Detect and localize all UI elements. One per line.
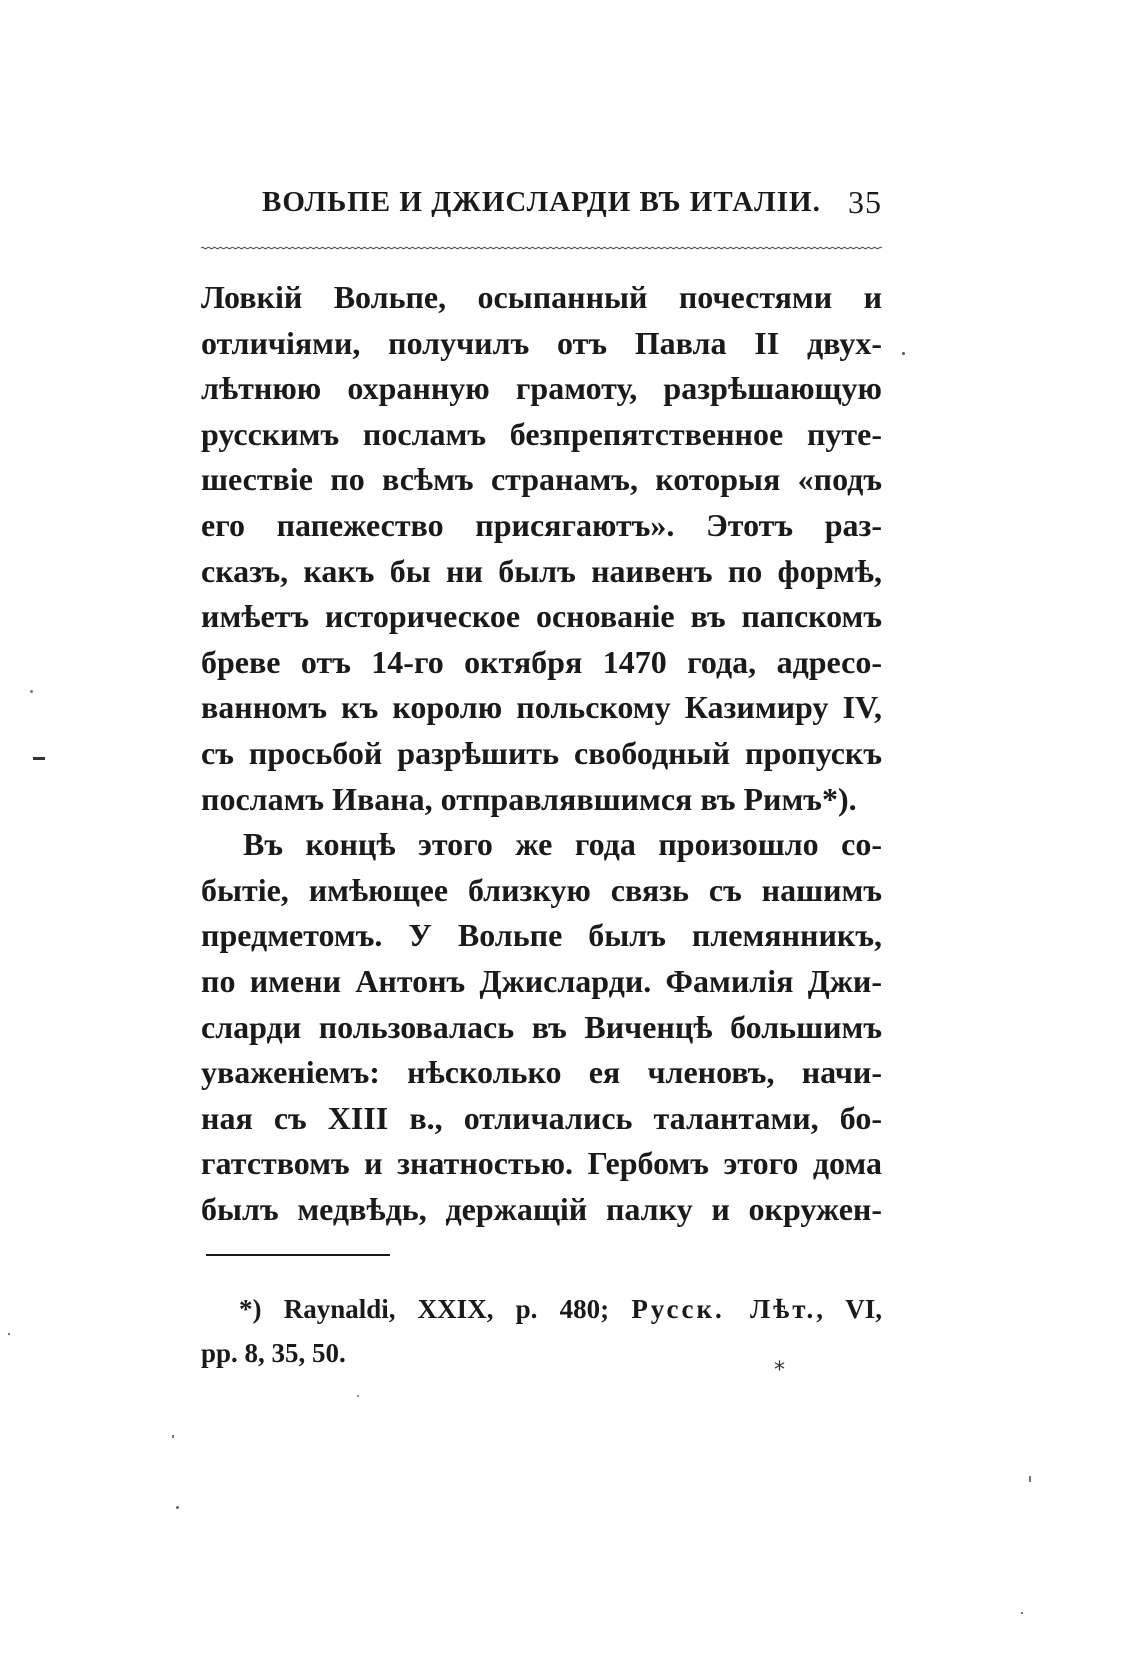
body-line: его папежество присягаютъ». Этотъ раз-	[201, 506, 882, 543]
body-line: отличіями, получилъ отъ Павла II двух-	[201, 324, 882, 361]
scan-speck	[1021, 1612, 1023, 1614]
scan-speck	[902, 352, 905, 355]
body-line: Въ концѣ этого же года произошло со-	[243, 826, 882, 863]
running-title: ВОЛЬПЕ И ДЖИСЛАРДИ ВЪ ИТАЛІИ.	[262, 186, 821, 218]
body-line: сказъ, какъ бы ни былъ наивенъ по формѣ,	[201, 552, 882, 589]
body-line: ванномъ къ королю польскому Казимиру IV,	[201, 689, 882, 726]
body-line: ная съ XIII в., отличались талантами, бо-	[201, 1099, 882, 1136]
head-wavy-rule	[201, 246, 882, 250]
body-line: гатствомъ и знатностью. Гербомъ этого дома	[201, 1145, 882, 1182]
body-line: съ просьбой разрѣшить свободный пропускъ	[201, 734, 882, 771]
footnote-volume: , VI,	[816, 1294, 882, 1324]
body-line: лѣтнюю охранную грамоту, разрѣшающую	[201, 370, 882, 407]
scan-speck	[8, 1333, 10, 1335]
body-line: уваженіемъ: нѣсколько ея членовъ, начи-	[201, 1054, 882, 1091]
page-number: 35	[848, 184, 882, 220]
footnote-spaced-source: Русск. Лѣт.	[631, 1294, 817, 1324]
body-line: имѣетъ историческое основаніе въ папскомъ	[201, 598, 882, 635]
scan-speck	[1029, 1476, 1031, 1482]
footnote-reference: *) Raynaldi, XXIX, p. 480;	[239, 1294, 632, 1324]
body-line: бреве отъ 14-го октября 1470 года, адресо-	[201, 643, 882, 680]
body-line: предметомъ. У Вольпе былъ племянникъ,	[201, 917, 882, 954]
body-line: сларди пользовалась въ Виченцѣ большимъ	[201, 1008, 882, 1045]
footnote-rule	[206, 1254, 390, 1256]
footnote-line	[201, 1287, 882, 1331]
scan-speck	[33, 757, 45, 760]
body-line: былъ медвѣдь, держащій палку и окружен-	[201, 1190, 882, 1227]
scan-speck	[357, 1395, 359, 1397]
marginal-asterisk: *	[774, 1358, 785, 1383]
body-line: бытіе, имѣющее близкую связь съ нашимъ	[201, 871, 882, 908]
scan-speck	[30, 690, 33, 693]
running-head	[262, 178, 882, 226]
body-text	[201, 275, 882, 1232]
scan-speck	[172, 1435, 174, 1438]
body-line: Ловкій Вольпе, осыпанный почестями и	[201, 279, 882, 315]
footnote-line: pp. 8, 35, 50.	[201, 1338, 346, 1368]
body-line: по имени Антонъ Джисларди. Фамилія Джи-	[201, 962, 882, 999]
body-line: русскимъ посламъ безпрепятственное путе-	[201, 415, 882, 452]
body-line: шествіе по всѣмъ странамъ, которыя «подъ	[201, 461, 882, 498]
body-line: посламъ Ивана, отправлявшимся въ Римъ*).	[201, 780, 857, 817]
scan-speck	[176, 1506, 179, 1509]
